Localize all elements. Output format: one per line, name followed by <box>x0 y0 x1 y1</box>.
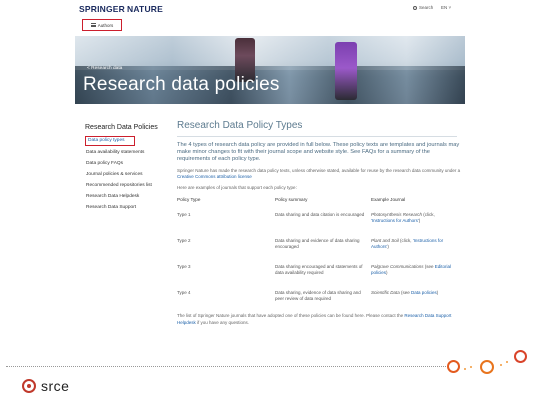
column-header: Policy Type <box>177 197 201 203</box>
hamburger-icon <box>91 23 96 27</box>
helpdesk-link[interactable]: Research Data Support Helpdesk <box>177 313 452 325</box>
sidebar-item-research-data-support[interactable]: Research Data Support <box>86 205 137 210</box>
main-content <box>177 120 461 326</box>
policy-summary-cell: Data sharing encouraged and statements of data availability required <box>275 264 363 276</box>
journal-link[interactable]: Data policies <box>411 290 437 296</box>
policy-types-table <box>177 196 459 310</box>
decorative-ring-icon <box>447 360 460 373</box>
page-title: Research data policies <box>83 74 280 95</box>
table-header-row <box>177 196 459 206</box>
table-row <box>177 258 459 284</box>
example-journal-cell: Scientific Data (see Data policies) <box>371 290 439 296</box>
decorative-dot <box>506 361 508 363</box>
policy-type-cell: Type 2 <box>177 238 191 244</box>
dotted-divider <box>6 366 446 368</box>
sidebar-item-recommended-repositories[interactable]: Recommended repositories list <box>86 183 152 188</box>
hero-image-climber-2 <box>335 42 357 100</box>
license-note: Springer Nature has made the research data policy texts, unless otherwise stated, available for reuse by the research data community under a Creative Commons attribution license <box>177 168 461 180</box>
journal-link[interactable]: 'Instructions for Authors' <box>371 238 444 250</box>
chevron-down-icon: ˅ <box>448 5 452 10</box>
example-journal-cell: Plant and Soil (click, 'Instructions for Authors') <box>371 238 444 250</box>
srce-logo-text: srce <box>41 378 70 394</box>
sidebar-title: Research Data Policies <box>85 124 158 131</box>
example-journal-cell: Photosynthesis Research (click, 'Instructions for Authors') <box>371 212 435 224</box>
search-icon <box>413 6 417 10</box>
language-selector[interactable]: EN ˅ <box>441 5 452 10</box>
site-header <box>75 0 465 36</box>
creative-commons-link[interactable]: Creative Commons attribution license <box>177 174 252 180</box>
springer-nature-logo[interactable]: SPRINGER NATURE <box>79 4 163 14</box>
policy-type-cell: Type 3 <box>177 264 191 270</box>
section-title: Research Data Policy Types <box>177 120 303 131</box>
sidebar-item-data-availability-statements[interactable]: Data availability statements <box>86 150 145 155</box>
footer-note: The list of Springer Nature journals that have adopted one of these policies can be found here. Please contact the Research Data Support Helpdesk if you have any questions. <box>177 313 452 325</box>
policy-summary-cell: Data sharing and evidence of data sharing encouraged <box>275 238 360 250</box>
hero-image-ice <box>75 36 465 70</box>
table-row <box>177 284 459 310</box>
decorative-dot <box>464 368 466 370</box>
divider <box>177 136 457 137</box>
column-header: Example Journal <box>371 197 406 203</box>
sidebar-item-data-policy-types[interactable]: Data policy types <box>85 136 135 146</box>
breadcrumb[interactable]: < Research data <box>87 66 123 71</box>
srce-logo-icon <box>22 379 36 393</box>
table-row <box>177 206 459 232</box>
column-header: Policy summary <box>275 197 308 203</box>
policy-type-cell: Type 1 <box>177 212 191 218</box>
authors-menu-button[interactable]: Authors <box>82 19 122 31</box>
web-page-screenshot <box>75 0 465 368</box>
example-journal-cell: Palgrave Communications (see Editorial policies) <box>371 264 452 276</box>
search-link[interactable]: Search <box>413 5 433 10</box>
sidebar-nav <box>85 136 171 213</box>
sidebar-item-research-data-helpdesk[interactable]: Research Data Helpdesk <box>86 194 140 199</box>
sidebar-item-journal-policies[interactable]: Journal policies & services <box>86 172 143 177</box>
intro-paragraph: The 4 types of research data policy are provided in full below. These policy texts are templates and journals may make minor changes to fit with their journal scope and website style. See FAQs for a summary of the requirements of each policy type. <box>177 141 460 162</box>
journal-link[interactable]: 'Instructions for Authors' <box>371 218 419 224</box>
hero-banner <box>75 36 465 104</box>
decorative-ring-icon <box>514 350 527 363</box>
journal-link[interactable]: Editorial policies <box>371 264 452 276</box>
sidebar-item-data-policy-faqs[interactable]: Data policy FAQs <box>86 161 124 166</box>
examples-note: Here are examples of journals that support each policy type: <box>177 185 297 191</box>
policy-summary-cell: Data sharing, evidence of data sharing and peer review of data required <box>275 290 361 302</box>
decorative-ring-icon <box>480 360 494 374</box>
policy-type-cell: Type 4 <box>177 290 191 296</box>
srce-logo <box>22 378 69 394</box>
decorative-dot <box>500 364 502 366</box>
table-row <box>177 232 459 258</box>
policy-summary-cell: Data sharing and data citation is encouraged <box>275 212 365 218</box>
decorative-dot <box>470 366 472 368</box>
